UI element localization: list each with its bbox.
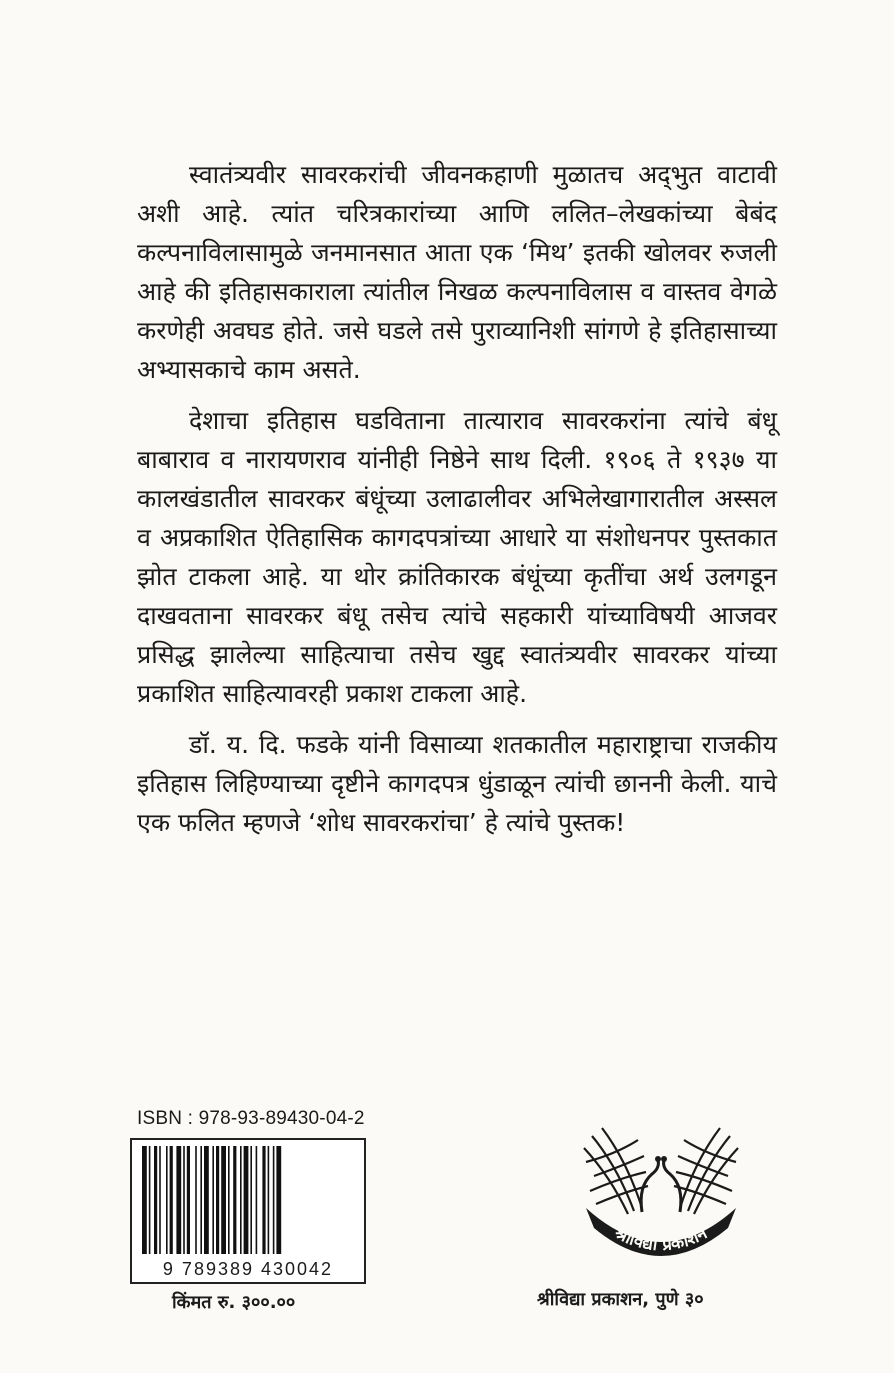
barcode-bar [149, 1146, 151, 1254]
barcode-bar [212, 1146, 214, 1254]
barcode-bar [176, 1146, 181, 1254]
publisher-imprint: श्रीविद्या प्रकाशन, पुणे ३० [537, 1289, 704, 1310]
barcode [130, 1138, 366, 1284]
barcode-bar [204, 1146, 209, 1254]
barcode-digits: 9 789389 430042 [132, 1259, 364, 1280]
isbn-label: ISBN : 978-93-89430-04-2 [137, 1108, 365, 1129]
blurb-paragraph-1: स्वातंत्र्यवीर सावरकरांची जीवनकहाणी मुळातच अद्‌भुत वाटावी अशी आहे. त्यांत चरित्रकारांच्या आणि ललित–लेखकांच्या बेबंद कल्पनाविलासामुळे जनमानसात आता एक ‘मिथ’ इतकी खोलवर रुजली आहे की इतिहासकाराला त्यांतील निखळ कल्पनाविलास व वास्तव वेगळे करणेही अवघड होते. जसे घडले तसे पुराव्यानिशी सांगणे हे इतिहासाच्या अभ्यासकाचे काम असते. [137, 160, 777, 384]
svg-text:श्रीविद्या प्रकाशन [611, 1222, 711, 1255]
swan-logo-icon [572, 1116, 750, 1262]
barcode-bar [183, 1146, 185, 1254]
barcode-bar [244, 1146, 249, 1254]
barcode-bar [262, 1146, 265, 1254]
barcode-bar [240, 1146, 242, 1254]
barcode-bar [256, 1146, 258, 1254]
logo-text: श्रीविद्या प्रकाशन [611, 1223, 711, 1256]
barcode-bar [159, 1146, 161, 1254]
barcode-bar [228, 1146, 230, 1254]
barcode-bar [250, 1146, 252, 1254]
barcode-bar [187, 1146, 190, 1254]
barcode-bar [221, 1146, 226, 1254]
barcode-bar [195, 1146, 197, 1254]
barcode-bar [273, 1146, 275, 1254]
price-label: किंमत रु. ३००.०० [172, 1292, 296, 1313]
barcode-bar [216, 1146, 219, 1254]
barcode-bar [154, 1146, 157, 1254]
barcode-bar [170, 1146, 173, 1254]
barcode-bars [132, 1140, 364, 1258]
barcode-bar [268, 1146, 270, 1254]
barcode-bar [142, 1146, 147, 1254]
blurb-paragraph-3: डॉ. य. दि. फडके यांनी विसाव्या शतकातील महाराष्ट्राचा राजकीय इतिहास लिहिण्याच्या दृष्टीने कागदपत्र धुंडाळून त्यांची छाननी केली. याचे एक फलित म्हणजे ‘शोध सावरकरांचा’ हे त्यांचे पुस्तक! [137, 730, 777, 837]
book-blurb [137, 155, 777, 854]
barcode-bar [166, 1146, 168, 1254]
barcode-bar [276, 1146, 281, 1254]
publisher-logo [572, 1116, 750, 1262]
blurb-paragraph-2: देशाचा इतिहास घडविताना तात्याराव सावरकरांना त्यांचे बंधू बाबाराव व नारायणराव यांनीही निष्ठेने साथ दिली. १९०६ ते १९३७ या कालखंडातील सावरकर बंधूंच्या उलाढालीवर अभिलेखागारातील अस्सल व अप्रकाशित ऐतिहासिक कागदपत्रांच्या आधारे या संशोधनपर पुस्तकात झोत टाकला आहे. या थोर क्रांतिकारक बंधूंच्या कृतींचा अर्थ उलगडून दाखवताना सावरकर बंधू तसेच त्यांचे सहकारी यांच्याविषयी आजवर प्रसिद्ध झालेल्या साहित्याचा तसेच खुद्द स्वातंत्र्यवीर सावरकर यांच्या प्रकाशित साहित्यावरही प्रकाश टाकला आहे. [137, 406, 777, 708]
barcode-bar [200, 1146, 202, 1254]
barcode-bar [233, 1146, 236, 1254]
